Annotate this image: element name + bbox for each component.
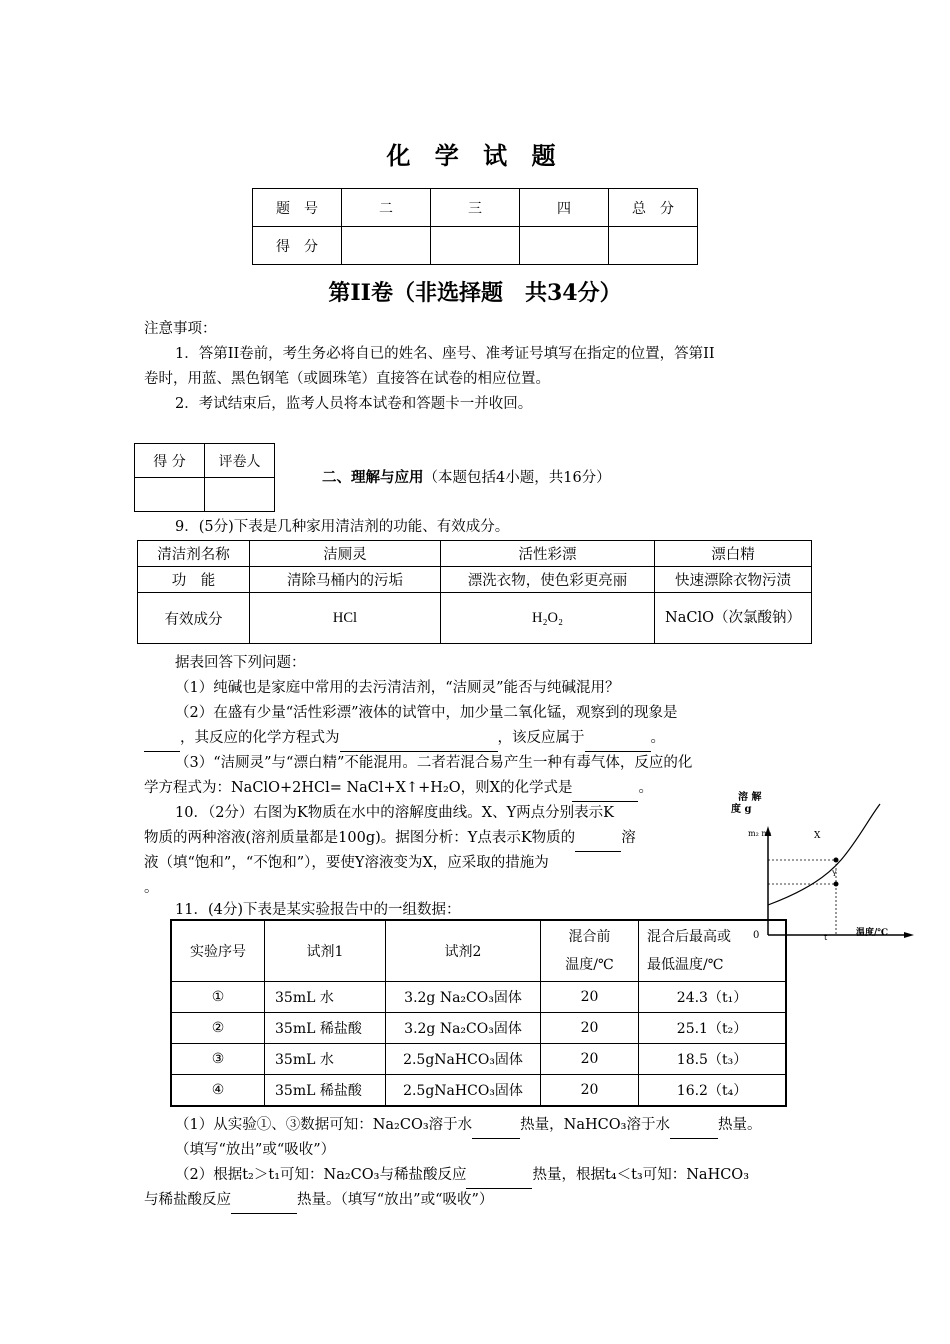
q11-text: （1）从实验①、③数据可知：Na₂CO₃溶于水 [175,1117,473,1133]
q11-cell: 35mL 水 [265,982,386,1013]
section-title: 第II卷（非选择题 共34分） [328,280,622,306]
answer-blank[interactable] [585,726,651,752]
answer-blank[interactable] [472,1113,520,1139]
grader-score-input[interactable] [135,478,205,512]
period: 。 [650,730,665,746]
q11-header-text: 混合前 [568,929,611,945]
q10-line-3: 液（填“饱和”，“不饱和”），要使Y溶液变为X，应采取的措施为 [144,855,549,871]
table-row [171,1013,786,1044]
q11-cell: 2.5gNaHCO₃固体 [386,1075,541,1107]
q11-cell: 35mL 稀盐酸 [265,1075,386,1107]
q9-header-cell: 清洁剂名称 [138,541,250,567]
q9-sub-2-text: ，其反应的化学方程式为 [180,730,340,746]
q10-text: 物质的两种溶液(溶剂质量都是100g)。据图分析：Y点表示K物质的 [144,830,576,846]
q10-text: 溶 [621,830,636,846]
q9-function-cell: 功 能 [138,567,250,593]
q11-cell: ③ [171,1044,265,1075]
q10-line-1: 10．（2分）右图为K物质在水中的溶解度曲线。X、Y两点分别表示K [175,805,614,821]
q11-sub-2-cont [144,1188,493,1214]
q11-cell: ① [171,982,265,1013]
q11-header-cell: 试剂1 [265,920,386,982]
q9-intro: 9．(5分)下表是几种家用清洁剂的功能、有效成分。 [175,519,510,535]
q11-cell: 35mL 稀盐酸 [265,1013,386,1044]
q11-cell: 3.2g Na₂CO₃固体 [386,982,541,1013]
y-axis-label: 溶 解 [738,792,762,803]
q10-line-4: 。 [144,880,159,896]
score-header-cell: 题 号 [253,189,342,227]
q11-cell: 24.3（t₁） [639,982,787,1013]
q11-sub-1 [175,1113,761,1139]
table-row [171,1075,786,1107]
point-y-label: Y [832,870,837,878]
q9-ingredient-cell: NaClO（次氯酸钠） [655,593,812,644]
grader-box [134,443,275,512]
q9-sub-2: （2）在盛有少量“活性彩漂”液体的试管中，加少量二氧化锰，观察到的现象是 [175,705,678,721]
q9-sub-1: （1）纯碱也是家庭中常用的去污清洁剂，“洁厕灵”能否与纯碱混用？ [175,680,620,696]
q11-header-cell: 实验序号 [171,920,265,982]
q11-cell: 20 [541,1013,639,1044]
q11-text: （2）根据t₂＞t₁可知：Na₂CO₃与稀盐酸反应 [175,1167,467,1183]
q11-cell: 18.5（t₃） [639,1044,787,1075]
q11-intro: 11．(4分)下表是某实验报告中的一组数据： [175,902,461,918]
t-label: t [824,933,828,942]
q9-function-cell: 漂洗衣物，使色彩更亮丽 [441,567,655,593]
period: 。 [638,780,653,796]
q11-cell: 25.1（t₂） [639,1013,787,1044]
q11-text: 与稀盐酸反应 [144,1192,231,1208]
q11-cell: 3.2g Na₂CO₃固体 [386,1013,541,1044]
answer-blank[interactable] [670,1113,718,1139]
q11-sub-1-note: （填写“放出”或“吸收”） [175,1142,336,1158]
q11-text: 热量，根据t₄＜t₃可知：NaHCO₃ [532,1167,750,1183]
score-header-cell: 总 分 [609,189,698,227]
q9-header-cell: 洁厕灵 [250,541,441,567]
q11-text: 热量，NaHCO₃溶于水 [520,1117,670,1133]
answer-blank[interactable] [144,726,180,752]
q9-sub-2-text: ，该反应属于 [497,730,585,746]
score-input-cell[interactable] [342,227,431,265]
q9-sub-3-cont [144,776,653,802]
answer-blank[interactable] [572,776,638,802]
answer-blank[interactable] [340,726,498,752]
y-axis-label: 度 g [731,804,752,815]
q9-sub-3: （3）“洁厕灵”与“漂白精”不能混用。二者若混合易产生一种有毒气体，反应的化 [175,755,693,771]
q11-cell: 20 [541,982,639,1013]
score-input-cell[interactable] [520,227,609,265]
notice-heading: 注意事项： [144,321,217,337]
q11-text: 热量。（填写“放出”或“吸收”） [297,1192,494,1208]
q11-header-cell [541,920,639,982]
q11-header-text: 温度/℃ [565,957,614,973]
x-axis-label: 温度/℃ [856,928,889,938]
score-header-cell: 三 [431,189,520,227]
q9-header-cell: 漂白精 [655,541,812,567]
grader-score-label: 得 分 [135,444,205,478]
q11-header-text: 最低温度/℃ [647,957,724,973]
score-input-cell[interactable] [609,227,698,265]
table-row [171,1044,786,1075]
q9-header-cell: 活性彩漂 [441,541,655,567]
notice-item-2: 2．考试结束后，监考人员将本试卷和答题卡一并收回。 [175,396,533,412]
notice-item-1: 1．答第II卷前，考生务必将自已的姓名、座号、准考证号填写在指定的位置，答第II [175,346,715,362]
q11-header-text: 混合后最高或 [647,929,731,945]
origin-label: 0 [753,930,760,941]
q9-function-cell: 快速漂除衣物污渍 [655,567,812,593]
score-input-cell[interactable] [431,227,520,265]
point-x-label: X [814,831,821,841]
q11-text: 热量。 [717,1117,762,1133]
page-title: 化 学 试 题 [386,141,564,170]
part2-title: 二、理解与应用 [322,469,424,486]
score-row-label: 得 分 [253,227,342,265]
q11-cell: ④ [171,1075,265,1107]
q11-header-cell [639,920,787,982]
q9-ingredient-cell: H₂O₂ [441,593,655,644]
q11-cell: 20 [541,1044,639,1075]
score-header-cell: 二 [342,189,431,227]
answer-blank[interactable] [575,826,621,852]
q10-line-2 [144,826,636,852]
answer-blank[interactable] [231,1188,297,1214]
table-row [171,982,786,1013]
q9-sub-2-cont [144,726,665,752]
point-x [834,858,839,863]
q9-table [137,540,812,644]
q11-sub-2 [175,1163,749,1189]
q9-function-cell: 清除马桶内的污垢 [250,567,441,593]
answer-blank[interactable] [466,1163,532,1189]
q11-cell: 20 [541,1075,639,1107]
grader-name-input[interactable] [205,478,275,512]
q11-cell: 35mL 水 [265,1044,386,1075]
point-y [834,882,839,887]
part2-heading [322,465,611,491]
q11-header-cell: 试剂2 [386,920,541,982]
score-header-cell: 四 [520,189,609,227]
q11-table [170,919,787,1107]
notice-item-1-cont: 卷时，用蓝、黑色钢笔（或圆珠笔）直接答在试卷的相应位置。 [144,371,550,387]
part2-note: （本题包括4小题，共16分） [423,470,611,486]
q9-sub-3-text: 学方程式为：NaClO+2HCl= NaCl+X↑+H₂O，则X的化学式是 [144,780,573,796]
q9-ingredient-label: 有效成分 [138,593,250,644]
solubility-curve [768,804,880,905]
grader-name-label: 评卷人 [205,444,275,478]
q11-cell: ② [171,1013,265,1044]
q9-ingredient-cell: HCl [250,593,441,644]
q11-cell: 2.5gNaHCO₃固体 [386,1044,541,1075]
m-labels: m₂ m₁ [748,829,773,838]
score-table [252,188,698,265]
x-axis-arrow-icon [904,932,914,938]
q9-ask: 据表回答下列问题： [175,655,306,671]
q11-cell: 16.2（t₄） [639,1075,787,1107]
